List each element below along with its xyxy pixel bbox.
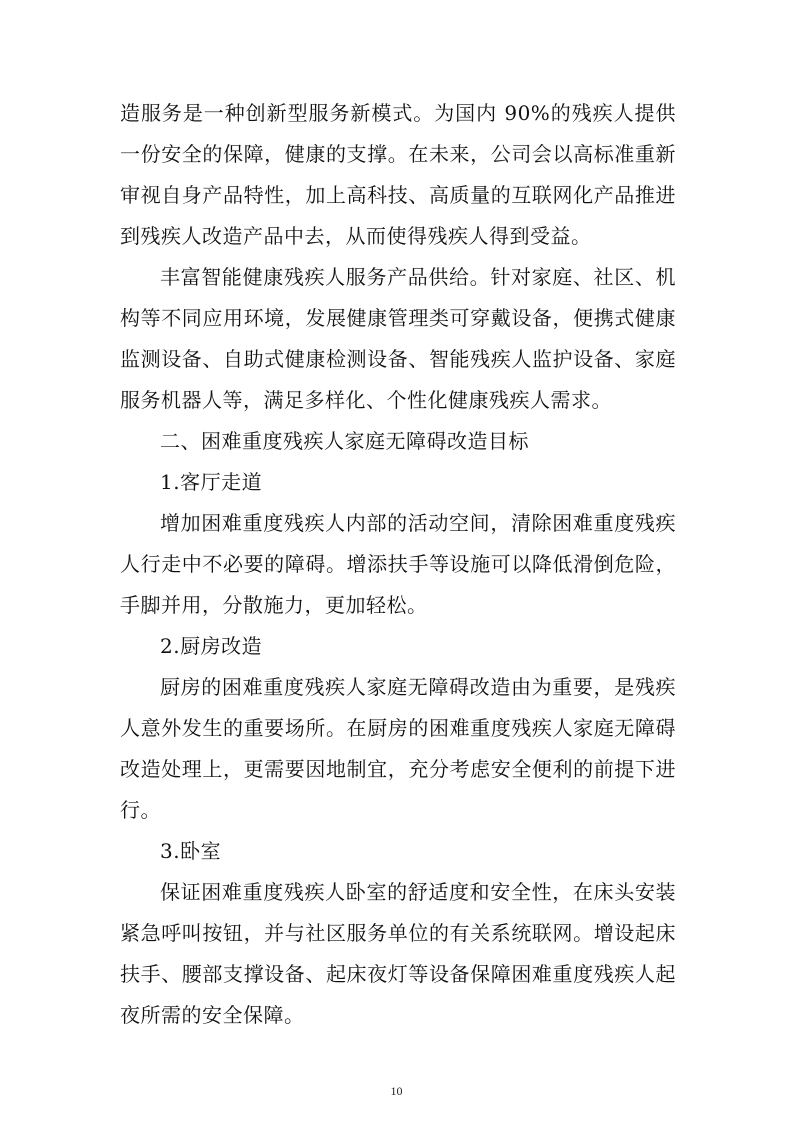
paragraph-service-model: 造服务是一种创新型服务新模式。为国内 90%的残疾人提供一份安全的保障，健康的支撑。在未来，公司会以高标准重新审视自身产品特性，加上高科技、高质量的互联网化产品推进到残疾人改造产品中去，从而使得残疾人得到受益。 (120, 101, 676, 248)
page-number: 10 (390, 1084, 403, 1098)
subheading-living-room: 1.客厅走道 (160, 470, 263, 494)
paragraph-smart-products: 丰富智能健康残疾人服务产品供给。针对家庭、社区、机构等不同应用环境，发展健康管理类可穿戴设备，便携式健康监测设备、自助式健康检测设备、智能残疾人监护设备、家庭服务机器人等，满足多样化、个性化健康残疾人需求。 (120, 265, 676, 412)
subheading-kitchen: 2.厨房改造 (160, 634, 263, 658)
page-body (120, 93, 676, 1036)
subheading-bedroom: 3.卧室 (160, 839, 222, 863)
paragraph-bedroom: 保证困难重度残疾人卧室的舒适度和安全性，在床头安装紧急呼叫按钮，并与社区服务单位的有关系统联网。增设起床扶手、腰部支撑设备、起床夜灯等设备保障困难重度残疾人起夜所需的安全保障。 (120, 880, 676, 1027)
paragraph-living-room: 增加困难重度残疾人内部的活动空间，清除困难重度残疾人行走中不必要的障碍。增添扶手等设施可以降低滑倒危险，手脚并用，分散施力，更加轻松。 (120, 511, 676, 617)
paragraph-kitchen: 厨房的困难重度残疾人家庭无障碍改造由为重要，是残疾人意外发生的重要场所。在厨房的困难重度残疾人家庭无障碍改造处理上，更需要因地制宜，充分考虑安全便利的前提下进行。 (120, 675, 676, 822)
section-heading-renovation-goals: 二、困难重度残疾人家庭无障碍改造目标 (160, 429, 529, 453)
